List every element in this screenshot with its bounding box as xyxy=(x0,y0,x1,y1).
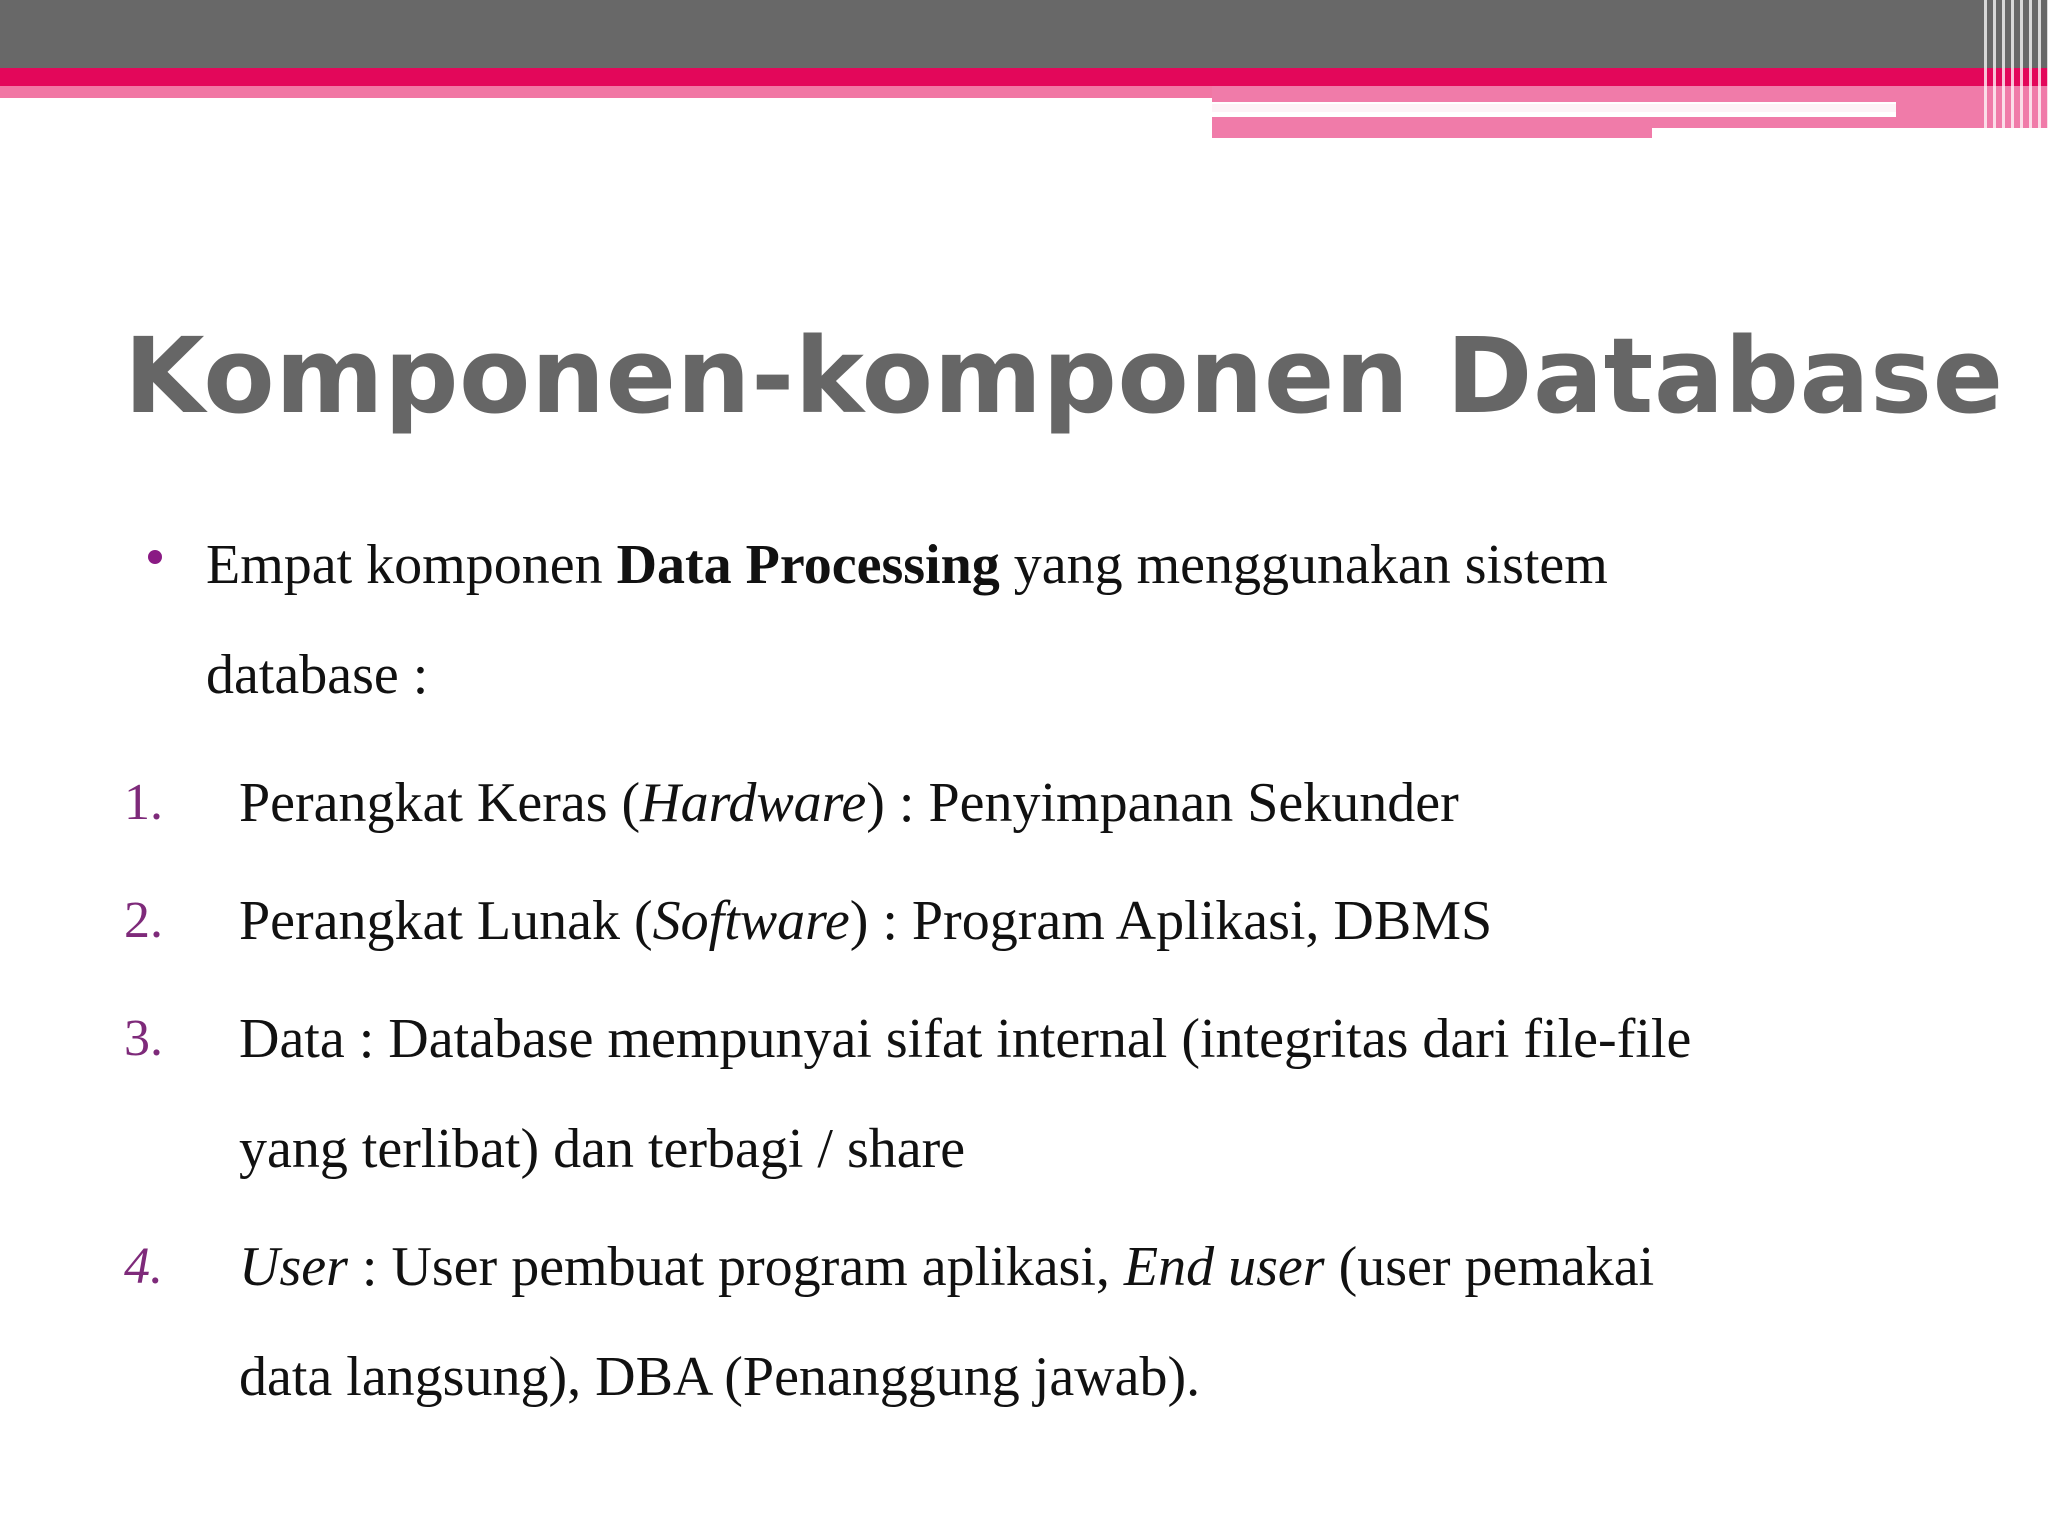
list-item-text-line-2: yang terlibat) dan terbagi / share xyxy=(239,1118,966,1180)
item-italic-term: User xyxy=(239,1236,348,1298)
bullet-dot-icon xyxy=(148,550,162,564)
slide-title: Komponen-komponen Database xyxy=(124,315,2004,437)
item-italic-term: End user xyxy=(1123,1236,1325,1298)
header-edge-lines xyxy=(1984,0,2048,138)
item-text-part: Perangkat Keras ( xyxy=(239,772,641,834)
bullet-line-2: database : xyxy=(206,644,429,706)
list-item-text-line-1 xyxy=(239,1232,1654,1302)
list-item-number: 1. xyxy=(124,774,163,831)
bullet-text-before: Empat komponen xyxy=(206,534,617,596)
list-item-text-line-2: data langsung), DBA (Penanggung jawab). xyxy=(239,1346,1201,1408)
bullet-text-after: yang menggunakan sistem xyxy=(999,534,1608,596)
item-text-part: Perangkat Lunak ( xyxy=(239,890,653,952)
list-item-number: 2. xyxy=(124,892,163,949)
list-item-text xyxy=(239,886,1492,956)
item-text-part: (user pemakai xyxy=(1324,1236,1655,1298)
list-item-text-line-1: Data : Database mempunyai sifat internal (integritas dari file-file xyxy=(239,1008,1692,1070)
list-item-number: 4. xyxy=(124,1238,163,1295)
bullet-bold-text: Data Processing xyxy=(616,534,1000,596)
header-light-pink-band-left xyxy=(0,86,1212,98)
item-italic-term: Hardware xyxy=(640,772,867,834)
list-item-text xyxy=(239,768,1459,838)
item-text-part: : User pembuat program aplikasi, xyxy=(347,1236,1124,1298)
item-italic-term: Software xyxy=(652,890,850,952)
header-white-stripe-inner xyxy=(1212,104,1896,112)
item-text-part: ) : Penyimpanan Sekunder xyxy=(866,772,1459,834)
header-pink-band xyxy=(0,68,2048,86)
item-text-part: ) : Program Aplikasi, DBMS xyxy=(849,890,1493,952)
header-gray-band xyxy=(0,0,2048,68)
bullet-line-1 xyxy=(206,530,1608,600)
list-item-number: 3. xyxy=(124,1010,163,1067)
